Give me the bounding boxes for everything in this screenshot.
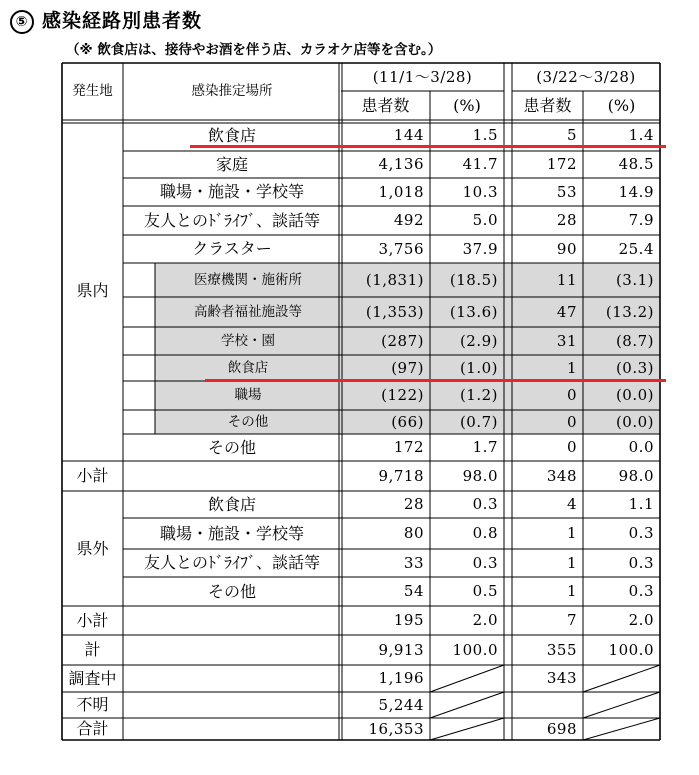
outside-row-pct-1: 0.5 — [472, 582, 498, 600]
outside-row-pct-2: 0.3 — [628, 554, 654, 572]
highlight-restaurant-cluster — [205, 379, 666, 382]
inside-row-count-2: 28 — [556, 211, 577, 229]
inside-row-count-2: 53 — [556, 183, 577, 201]
total-label: 計 — [84, 640, 101, 659]
cluster-row-count-1: (1,353) — [365, 303, 424, 321]
inside-row-pct-1: 5.0 — [472, 211, 498, 229]
header-period-1: (11/1～3/28) — [372, 68, 473, 86]
outside-subtotal-count-1: 195 — [393, 611, 424, 629]
cluster-row-count-2: 47 — [556, 303, 577, 321]
cluster-row-pct-1: (2.9) — [459, 332, 498, 350]
cluster-row-count-1: (97) — [391, 359, 424, 377]
unknown-label: 不明 — [76, 695, 109, 714]
inside-row-pct-1: 37.9 — [462, 240, 498, 258]
outside-row-label: その他 — [207, 582, 256, 601]
title-text: 感染経路別患者数 — [42, 10, 203, 32]
inside-row-label: 飲食店 — [207, 126, 256, 145]
inside-row-pct-2: 14.9 — [618, 183, 654, 201]
outside-row-count-2: 4 — [566, 495, 577, 513]
inside-subtotal-count-2: 348 — [546, 467, 577, 485]
cluster-row-pct-1: (0.7) — [459, 413, 498, 431]
cluster-row-label: 学校・園 — [221, 333, 275, 349]
header-patients-1: 患者数 — [361, 96, 410, 115]
highlight-restaurant-inside — [190, 145, 666, 148]
inside-other-row-count-1: 172 — [393, 438, 424, 456]
inside-row-pct-1: 1.5 — [472, 126, 498, 144]
cluster-row-label: 飲食店 — [227, 360, 269, 376]
outside-row-label: 職場・施設・学校等 — [159, 524, 304, 543]
inside-row-label: 家庭 — [215, 155, 248, 174]
cluster-row-pct-2: (0.0) — [615, 386, 654, 404]
cluster-row-pct-1: (1.0) — [459, 359, 498, 377]
group-inside: 県内 — [76, 281, 109, 300]
cluster-row-pct-1: (13.6) — [449, 303, 498, 321]
header-period-2: (3/22～3/28) — [536, 68, 636, 86]
inside-row-count-2: 5 — [566, 126, 577, 144]
inside-row-pct-2: 7.9 — [628, 211, 654, 229]
outside-subtotal-label: 小計 — [76, 611, 109, 630]
cluster-row-count-2: 0 — [566, 413, 577, 431]
cluster-row-pct-2: (13.2) — [605, 303, 654, 321]
outside-subtotal-count-2: 7 — [566, 611, 577, 629]
outside-row-count-1: 33 — [403, 554, 424, 572]
inside-row-count-2: 90 — [556, 240, 577, 258]
investigating-count-2: 343 — [546, 669, 577, 687]
grand-total-count-2: 698 — [546, 720, 577, 738]
cluster-row-label: 医療機関・施術所 — [194, 272, 302, 288]
inside-row-pct-1: 10.3 — [462, 183, 498, 201]
group-outside: 県外 — [76, 539, 109, 558]
unknown-count-1: 5,244 — [378, 696, 424, 714]
outside-row-pct-1: 0.3 — [472, 554, 498, 572]
inside-row-pct-2: 1.4 — [628, 126, 654, 144]
cluster-row-pct-2: (0.0) — [615, 413, 654, 431]
inside-subtotal-count-1: 9,718 — [378, 467, 424, 485]
header-place: 感染推定場所 — [191, 83, 273, 99]
section-number: ⑤ — [10, 10, 34, 34]
total-pct-2: 100.0 — [608, 641, 654, 659]
cluster-row-count-2: 31 — [556, 332, 577, 350]
total-count-1: 9,913 — [378, 641, 424, 659]
cluster-row-pct-1: (1.2) — [459, 386, 498, 404]
outside-row-label: 飲食店 — [207, 495, 256, 514]
outside-row-pct-2: 1.1 — [628, 495, 654, 513]
cluster-row-count-1: (122) — [381, 386, 424, 404]
cluster-row-label: 高齢者福祉施設等 — [194, 304, 302, 320]
grid-line — [583, 718, 660, 740]
grid-line — [583, 692, 660, 718]
investigating-label: 調査中 — [68, 669, 117, 688]
outside-row-count-1: 80 — [403, 524, 424, 542]
outside-row-pct-2: 0.3 — [628, 582, 654, 600]
inside-row-label: クラスター — [192, 239, 272, 258]
footnote: （※ 飲食店は、接待やお酒を伴う店、カラオケ店等を含む。） — [66, 42, 442, 58]
inside-row-label: 友人とのﾄﾞﾗｲﾌﾞ、談話等 — [143, 211, 320, 230]
outside-row-pct-1: 0.3 — [472, 495, 498, 513]
cluster-row-pct-2: (3.1) — [615, 271, 654, 289]
inside-subtotal-pct-1: 98.0 — [462, 467, 498, 485]
inside-row-count-1: 4,136 — [378, 155, 424, 173]
cluster-row-count-2: 1 — [566, 359, 577, 377]
header-origin: 発生地 — [72, 83, 113, 99]
inside-row-count-1: 144 — [393, 126, 424, 144]
inside-row-count-1: 492 — [393, 211, 424, 229]
outside-row-pct-2: 0.3 — [628, 524, 654, 542]
outside-row-count-1: 54 — [403, 582, 424, 600]
cluster-row-pct-2: (0.3) — [615, 359, 654, 377]
outside-row-count-2: 1 — [566, 524, 577, 542]
inside-row-pct-2: 48.5 — [618, 155, 654, 173]
total-pct-1: 100.0 — [452, 641, 498, 659]
outside-subtotal-pct-1: 2.0 — [472, 611, 498, 629]
inside-row-label: 職場・施設・学校等 — [159, 182, 304, 201]
inside-subtotal-label: 小計 — [76, 466, 109, 485]
outside-row-label: 友人とのﾄﾞﾗｲﾌﾞ、談話等 — [143, 553, 320, 572]
total-count-2: 355 — [546, 641, 577, 659]
cluster-row-pct-1: (18.5) — [449, 271, 498, 289]
cluster-row-count-2: 11 — [556, 271, 577, 289]
cluster-row-count-1: (1,831) — [365, 271, 424, 289]
cluster-row-count-1: (287) — [381, 332, 424, 350]
outside-row-count-1: 28 — [403, 495, 424, 513]
grid-line — [430, 665, 504, 692]
cluster-row-count-1: (66) — [391, 413, 424, 431]
inside-other-row-pct-1: 1.7 — [472, 438, 498, 456]
inside-row-count-1: 1,018 — [378, 183, 424, 201]
header-percent-1: (%) — [453, 96, 481, 115]
cluster-row-pct-2: (8.7) — [615, 332, 654, 350]
investigating-count-1: 1,196 — [378, 669, 424, 687]
inside-row-pct-1: 41.7 — [462, 155, 498, 173]
inside-row-pct-2: 25.4 — [618, 240, 654, 258]
cluster-row-count-2: 0 — [566, 386, 577, 404]
header-patients-2: 患者数 — [523, 96, 572, 115]
outside-row-count-2: 1 — [566, 554, 577, 572]
grid-line — [430, 692, 504, 718]
grand-total-count-1: 16,353 — [368, 720, 424, 738]
inside-other-row-pct-2: 0.0 — [628, 438, 654, 456]
inside-other-row-label: その他 — [207, 438, 256, 457]
cluster-row-label: 職場 — [234, 387, 262, 403]
outside-row-pct-1: 0.8 — [472, 524, 498, 542]
cluster-row-label: その他 — [227, 414, 269, 430]
inside-other-row-count-2: 0 — [566, 438, 577, 456]
inside-row-count-2: 172 — [546, 155, 577, 173]
header-percent-2: (%) — [607, 96, 636, 115]
outside-subtotal-pct-2: 2.0 — [628, 611, 654, 629]
inside-subtotal-pct-2: 98.0 — [618, 467, 654, 485]
inside-row-count-1: 3,756 — [378, 240, 424, 258]
grid-line — [430, 718, 504, 740]
grand-total-label: 合計 — [76, 719, 109, 738]
outside-row-count-2: 1 — [566, 582, 577, 600]
grid-line — [583, 665, 660, 692]
